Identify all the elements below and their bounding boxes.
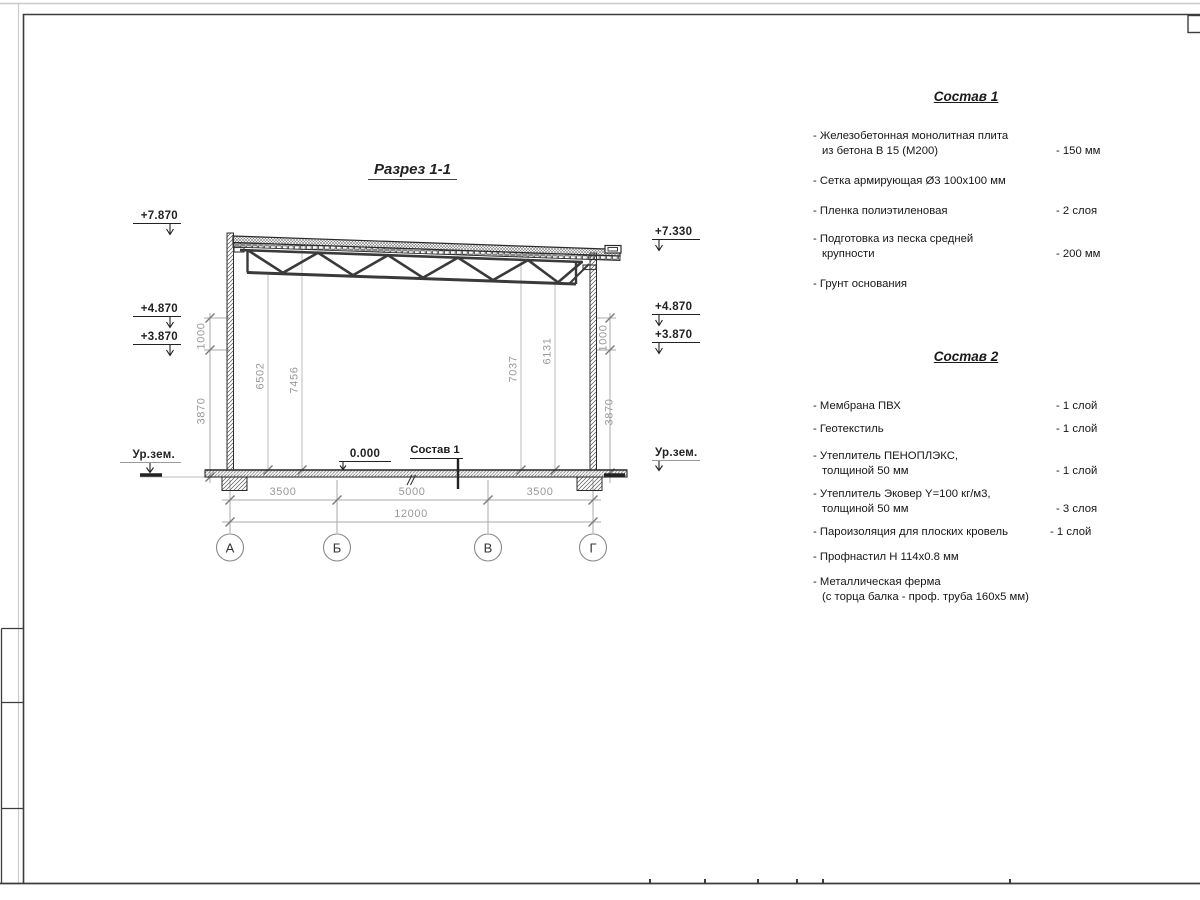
dim-span-b-v: 5000: [398, 486, 426, 498]
dim-inner-6502: 6502: [254, 362, 267, 390]
list-item-qty: - 1 слой: [1050, 526, 1092, 538]
ground-level-label-left: Ур.зем.: [132, 449, 175, 461]
truss-bottom-chord: [247, 273, 576, 285]
dim-inner-6131: 6131: [541, 337, 554, 365]
list-item: [813, 525, 1008, 540]
list-item-line: - Металлическая ферма: [813, 576, 941, 588]
elevation-label-right-top: +7.330: [655, 226, 693, 238]
list-item-line: из бетона В 15 (М200): [822, 145, 939, 157]
list-item: [813, 204, 947, 219]
list-item-line: - Пленка полиэтиленовая: [813, 205, 948, 217]
footing-left: [222, 477, 247, 491]
list-item: [813, 174, 1006, 189]
title-block-ticks: [650, 879, 1010, 883]
list-item-line: - Железобетонная монолитная плита: [813, 130, 1009, 142]
elevation-arrow: [120, 463, 181, 473]
axis-label-b: Б: [332, 540, 342, 556]
list-item: [813, 129, 1008, 159]
list-item-qty: - 200 мм: [1056, 248, 1101, 260]
list-item-qty: - 1 слой: [1056, 400, 1098, 412]
list-item-line: - Грунт основания: [813, 278, 908, 290]
list-item: [813, 550, 959, 565]
list-item-qty: - 3 слоя: [1056, 503, 1098, 515]
drawing-title: Разрез 1-1: [368, 162, 457, 180]
frame-border: [24, 15, 1200, 884]
floor-composition-label: Состав 1: [410, 444, 460, 456]
list-item-qty: - 150 мм: [1056, 145, 1101, 157]
elevation-label-right-low: +3.870: [655, 329, 693, 341]
footing-right: [577, 477, 602, 491]
elevation-arrow: [652, 240, 700, 251]
list-item-line: - Мембрана ПВХ: [813, 400, 901, 412]
axis-label-g: Г: [589, 540, 597, 556]
list-item: [813, 277, 907, 292]
list-item-line: - Профнастил Н 114х0.8 мм: [813, 551, 959, 563]
elevation-arrow: [133, 224, 181, 235]
dim-left-1000: 1000: [195, 322, 208, 350]
list-item: [813, 449, 958, 479]
list-item-line: - Геотекстиль: [813, 423, 884, 435]
elevation-arrow: [652, 315, 700, 326]
dim-right-1000: 1000: [597, 324, 610, 352]
wall-right: [590, 253, 597, 470]
dim-total: 12000: [394, 508, 428, 520]
frame-side-boxes: [2, 629, 24, 884]
axis-label-v: В: [483, 540, 493, 556]
elevation-arrow: [652, 343, 700, 354]
dim-right-3870: 3870: [603, 398, 616, 426]
list-item-line: толщиной 50 мм: [822, 465, 909, 477]
list-item-line: - Утеплитель Эковер Y=100 кг/м3,: [813, 488, 991, 500]
list-item-line: - Пароизоляция для плоских кровель: [813, 526, 1009, 538]
list-item-line: - Сетка армирующая Ø3 100х100 мм: [813, 175, 1006, 187]
list-item-line: крупности: [822, 248, 875, 260]
ground-level-label-right: Ур.зем.: [655, 447, 698, 459]
frame-corner-box: [1188, 16, 1200, 33]
list-item-qty: - 1 слой: [1056, 465, 1098, 477]
sheet-frame: [0, 4, 1200, 884]
list-item-line: - Подготовка из песка средней: [813, 233, 974, 245]
elevation-label-left-low: +3.870: [140, 331, 178, 343]
zero-level-arrow: [339, 462, 391, 470]
dim-left-3870: 3870: [195, 397, 208, 425]
dim-inner-7456: 7456: [288, 366, 301, 394]
list-item-line: толщиной 50 мм: [822, 503, 909, 515]
list-item: [813, 399, 901, 414]
elevation-label-left-top: +7.870: [140, 210, 178, 222]
sostav2-heading: Состав 2: [933, 349, 999, 364]
elevation-arrow: [652, 461, 700, 471]
list-item: [813, 422, 884, 437]
zero-level-label: 0.000: [349, 448, 381, 460]
dim-span-v-g: 3500: [526, 486, 554, 498]
sostav1-heading: Состав 1: [933, 89, 999, 104]
elevation-label-right-mid: +4.870: [655, 301, 693, 313]
elevation-label-left-mid: +4.870: [140, 303, 178, 315]
wall-left: [227, 233, 234, 470]
elevation-arrow: [133, 345, 181, 356]
elevation-arrow: [133, 317, 181, 328]
list-item: [813, 575, 1029, 605]
axis-bubbles: [217, 534, 607, 561]
dim-span-a-b: 3500: [269, 486, 297, 498]
list-item: [813, 232, 973, 262]
axis-label-a: А: [225, 540, 235, 556]
dim-inner-7037: 7037: [507, 355, 520, 383]
list-item: [813, 487, 991, 517]
floor-slab: [205, 470, 627, 477]
list-item-qty: - 1 слой: [1056, 423, 1098, 435]
list-item-line: (с торца балка - проф. труба 160х5 мм): [822, 591, 1029, 603]
roof-edge-detail: [605, 246, 621, 254]
list-item-qty: - 2 слоя: [1056, 205, 1098, 217]
list-item-line: - Утеплитель ПЕНОПЛЭКС,: [813, 450, 959, 462]
